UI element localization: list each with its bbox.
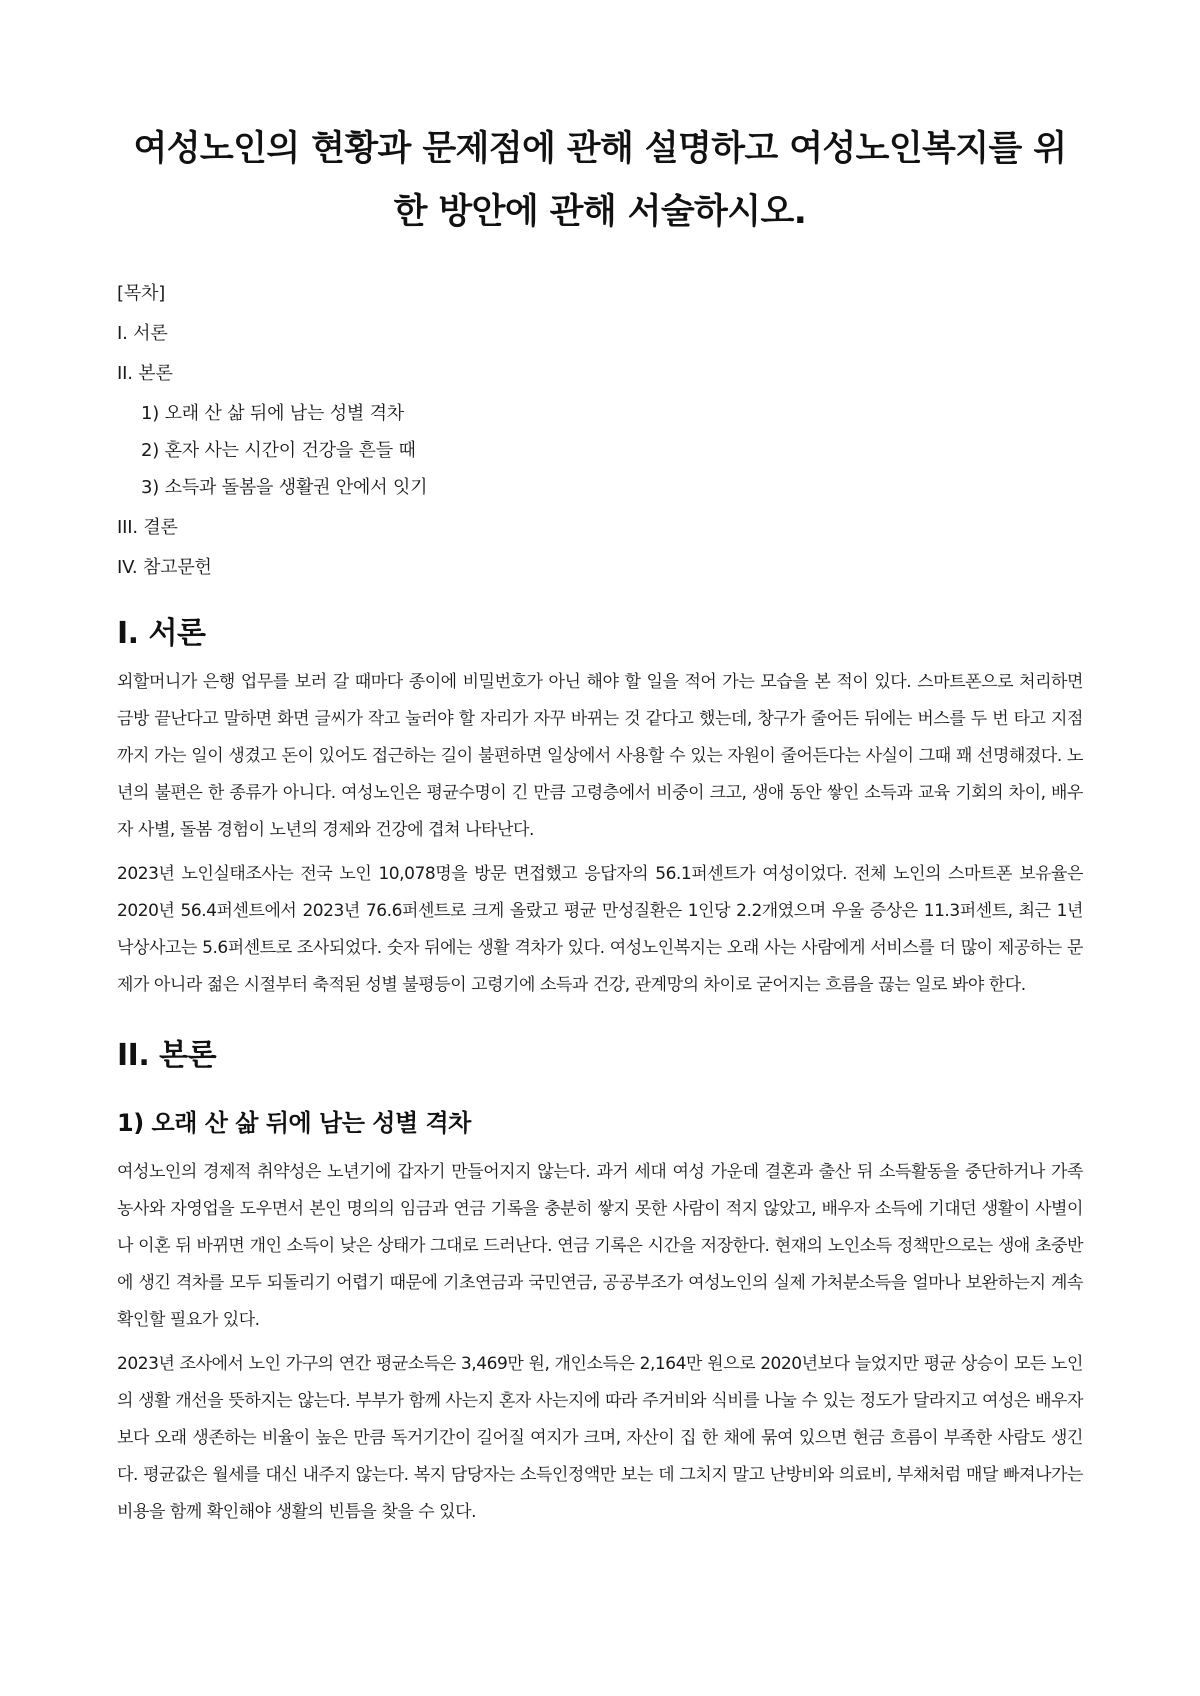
section-heading-intro: I. 서론 — [117, 616, 206, 651]
document-title: 여성노인의 현황과 문제점에 관해 설명하고 여성노인복지를 위한 방안에 관해 서술하시오. — [133, 129, 1067, 232]
paragraph: 2023년 노인실태조사는 전국 노인 10,078명을 방문 면접했고 응답자의 56.1퍼센트가 여성이었다. 전체 노인의 스마트폰 보유율은 2020년 56.4퍼센트에서 2023년 76.6퍼센트로 크게 올랐고 평균 만성질환은 1인당 2.2개였으며 우울 증상은 11.3퍼센트, 최근 1년 낙상사고는 5.6퍼센트로 조사되었다. 숫자 뒤에는 생활 격차가 있다. 여성노인복지는 오래 사는 사람에게 서비스를 더 많이 제공하는 문제가 아니라 젊은 시절부터 축적된 성별 불평등이 고령기에 소득과 건강, 관계망의 차이로 굳어지는 흐름을 끊는 일로 봐야 한다. — [117, 864, 1083, 995]
toc-heading: [목차] — [117, 283, 166, 304]
toc-subitem: 1) 오래 산 삶 뒤에 남는 성별 격차 — [141, 403, 404, 424]
document-page — [117, 118, 1083, 1531]
subsection-heading: 1) 오래 산 삶 뒤에 남는 성별 격차 — [117, 1109, 471, 1137]
paragraph: 여성노인의 경제적 취약성은 노년기에 갑자기 만들어지지 않는다. 과거 세대 여성 가운데 결혼과 출산 뒤 소득활동을 중단하거나 가족 농사와 자영업을 도우면서 본인 명의의 임금과 연금 기록을 충분히 쌓지 못한 사람이 적지 않았고, 배우자 소득에 기대던 생활이 사별이나 이혼 뒤 바뀌면 개인 소득이 낮은 상태가 그대로 드러난다. 연금 기록은 시간을 저장한다. 현재의 노인소득 정책만으로는 생애 초중반에 생긴 격차를 모두 되돌리기 어렵기 때문에 기초연금과 국민연금, 공공부조가 여성노인의 실제 가처분소득을 얼마나 보완하는지 계속 확인할 필요가 있다. — [117, 1162, 1083, 1330]
toc-item: III. 결론 — [117, 517, 178, 538]
table-of-contents — [117, 282, 1083, 580]
paragraph: 외할머니가 은행 업무를 보러 갈 때마다 종이에 비밀번호가 아닌 해야 할 일을 적어 가는 모습을 본 적이 있다. 스마트폰으로 처리하면 금방 끝난다고 말하면 화면 글씨가 작고 눌러야 할 자리가 자꾸 바뀌는 것 같다고 했는데, 창구가 줄어든 뒤에는 버스를 두 번 타고 지점까지 가는 일이 생겼고 돈이 있어도 접근하는 길이 불편하면 일상에서 사용할 수 있는 자원이 줄어든다는 사실이 그때 꽤 선명해졌다. 노년의 불편은 한 종류가 아니다. 여성노인은 평균수명이 긴 만큼 고령층에서 비중이 크고, 생애 동안 쌓인 소득과 교육 기회의 차이, 배우자 사별, 돌봄 경험이 노년의 경제와 건강에 겹쳐 나타난다. — [117, 672, 1083, 840]
toc-item: II. 본론 — [117, 363, 173, 384]
toc-item: I. 서론 — [117, 323, 168, 344]
section-heading-body: II. 본론 — [117, 1038, 217, 1073]
toc-item: IV. 참고문헌 — [117, 557, 212, 578]
toc-subitem: 3) 소득과 돌봄을 생활권 안에서 잇기 — [141, 477, 428, 498]
toc-subitem: 2) 혼자 사는 시간이 건강을 흔들 때 — [141, 440, 416, 461]
paragraph: 2023년 조사에서 노인 가구의 연간 평균소득은 3,469만 원, 개인소득은 2,164만 원으로 2020년보다 늘었지만 평균 상승이 모든 노인의 생활 개선을 뜻하지는 않는다. 부부가 함께 사는지 혼자 사는지에 따라 주거비와 식비를 나눌 수 있는 정도가 달라지고 여성은 배우자보다 오래 생존하는 비율이 높은 만큼 독거기간이 길어질 여지가 크며, 자산이 집 한 채에 묶여 있으면 현금 흐름이 부족한 사람도 생긴다. 평균값은 월세를 대신 내주지 않는다. 복지 담당자는 소득인정액만 보는 데 그치지 말고 난방비와 의료비, 부채처럼 매달 빠져나가는 비용을 함께 확인해야 생활의 빈틈을 찾을 수 있다. — [117, 1354, 1084, 1522]
